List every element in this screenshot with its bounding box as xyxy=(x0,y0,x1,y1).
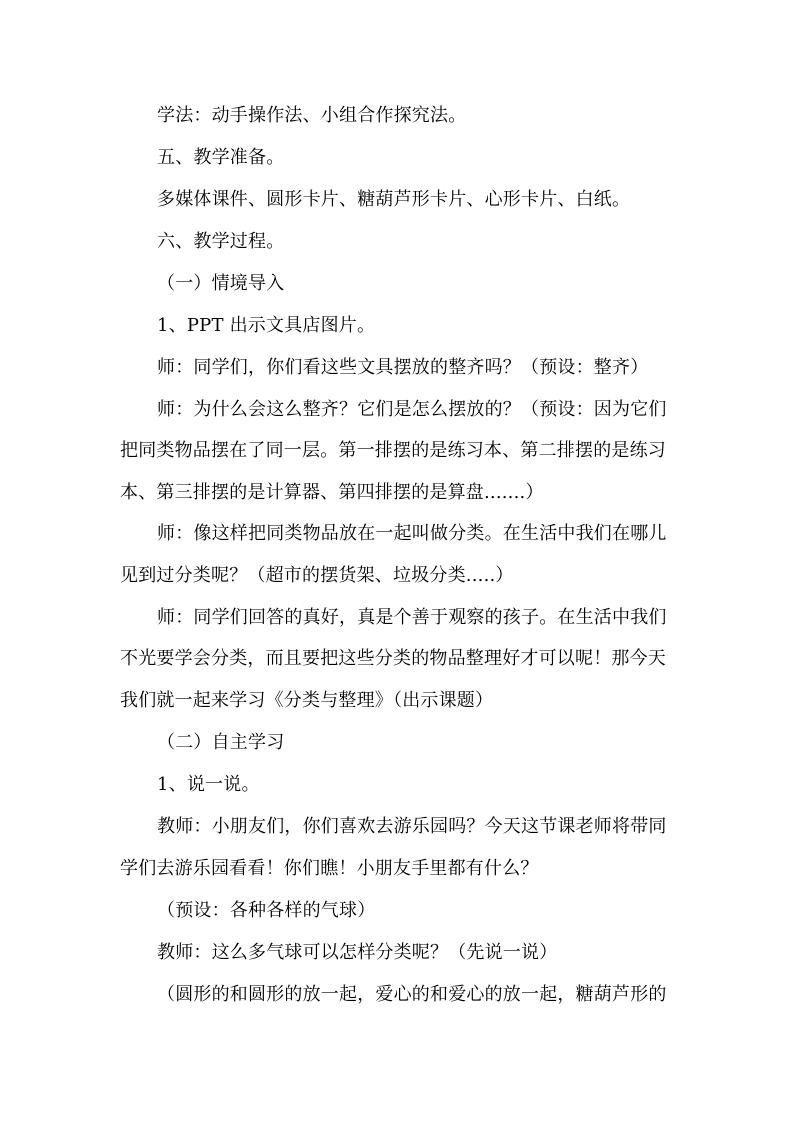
text-line: 把同类物品摆在了同一层。第一排摆的是练习本、第二排摆的是练习 xyxy=(120,440,666,461)
text-line: 1、PPT 出示文具店图片。 xyxy=(157,315,376,336)
text-line: 师：为什么会这么整齐？它们是怎么摆放的？（预设：因为它们 xyxy=(157,399,667,420)
text-line: 我们就一起来学习《分类与整理》（出示课题） xyxy=(120,690,494,711)
section-heading: 六、教学过程。 xyxy=(157,231,285,252)
subsection-heading: （二）自主学习 xyxy=(157,732,285,753)
text-line: 多媒体课件、圆形卡片、糖葫芦形卡片、心形卡片、白纸。 xyxy=(157,189,631,210)
text-line: 见到过分类呢？（超市的摆货架、垃圾分类.....） xyxy=(120,565,514,586)
text-line: 1、说一说。 xyxy=(157,774,260,795)
text-line: 教师：这么多气球可以怎样分类呢？（先说一说） xyxy=(157,942,558,963)
text-line: 学们去游乐园看看！你们瞧！小朋友手里都有什么？ xyxy=(120,858,539,879)
text-line: 本、第三排摆的是计算器、第四排摆的是算盘.......） xyxy=(120,482,544,503)
text-line: （圆形的和圆形的放一起，爱心的和爱心的放一起，糖葫芦形的 xyxy=(157,984,667,1005)
text-line: 教师：小朋友们，你们喜欢去游乐园吗？今天这节课老师将带同 xyxy=(157,816,667,837)
text-line: 师：同学们，你们看这些文具摆放的整齐吗？（预设：整齐） xyxy=(157,357,649,378)
section-heading: 五、教学准备。 xyxy=(157,147,285,168)
subsection-heading: （一）情境导入 xyxy=(157,273,285,294)
text-line: 师：同学们回答的真好，真是个善于观察的孩子。在生活中我们 xyxy=(157,607,667,628)
text-line: 师：像这样把同类物品放在一起叫做分类。在生活中我们在哪儿 xyxy=(157,523,667,544)
text-line: 学法：动手操作法、小组合作探究法。 xyxy=(157,105,467,126)
text-line: 不光要学会分类，而且要把这些分类的物品整理好才可以呢！那今天 xyxy=(120,648,666,669)
text-line: （预设：各种各样的气球） xyxy=(157,900,376,921)
